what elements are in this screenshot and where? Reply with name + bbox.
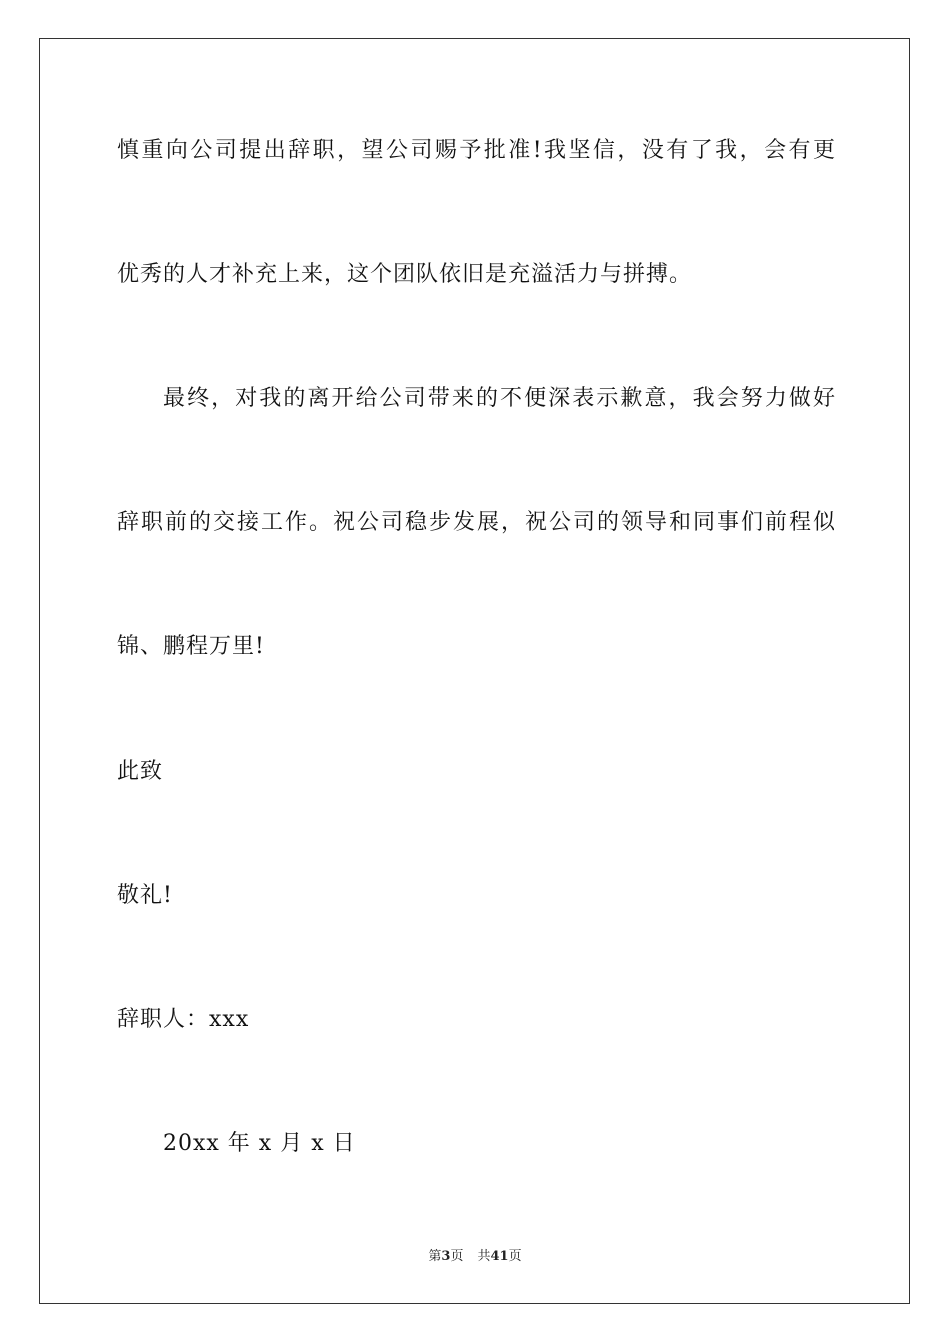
letter-line-3: 最终，对我的离开给公司带来的不便深表示歉意，我会努力做好 xyxy=(163,386,835,411)
page-frame xyxy=(39,38,910,1304)
page-footer xyxy=(0,1248,950,1266)
footer-page-suffix: 页 xyxy=(450,1249,464,1264)
salutation-jing-li: 敬礼! xyxy=(117,883,173,908)
letter-line-1: 慎重向公司提出辞职，望公司赐予批准!我坚信，没有了我，会有更 xyxy=(117,138,835,163)
footer-page-number: 3 xyxy=(441,1249,451,1264)
letter-line-4: 辞职前的交接工作。祝公司稳步发展，祝公司的领导和同事们前程似 xyxy=(117,510,835,535)
footer-total-suffix: 页 xyxy=(508,1249,522,1264)
signature-resigner: 辞职人：xxx xyxy=(117,1007,250,1032)
signature-date: 20xx 年 x 月 x 日 xyxy=(163,1131,356,1156)
letter-line-5: 锦、鹏程万里! xyxy=(117,634,265,659)
salutation-ci-zhi: 此致 xyxy=(117,759,164,784)
letter-line-2: 优秀的人才补充上来，这个团队依旧是充溢活力与拼搏。 xyxy=(117,262,693,287)
footer-total-pages: 41 xyxy=(490,1249,509,1264)
footer-total-prefix: 共 xyxy=(477,1249,491,1264)
footer-page-prefix: 第 xyxy=(428,1249,442,1264)
